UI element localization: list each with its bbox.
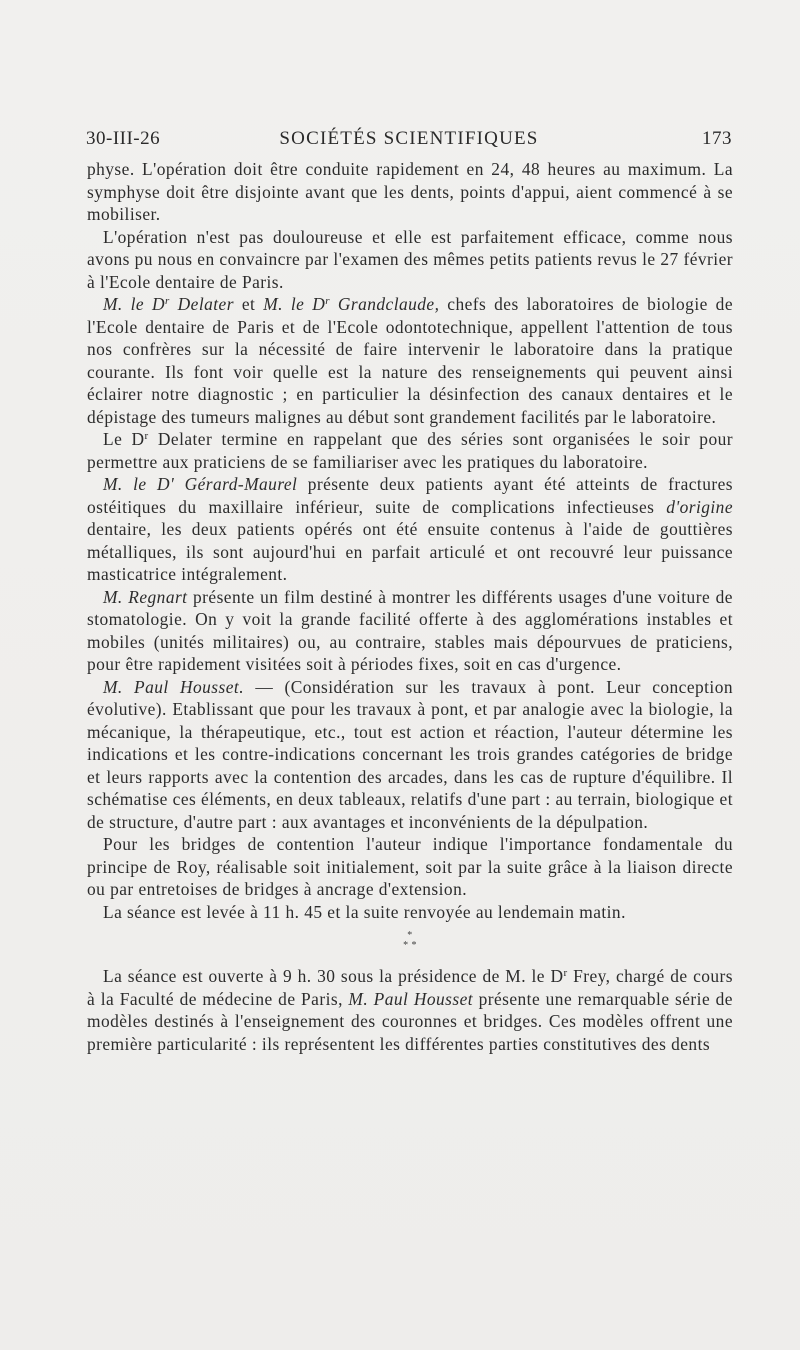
paragraph-text: présente une remarquable série de modèles destinés à l'enseignement des couronnes et bridges. Ces modèles offrent une première particularité : ils représentent les différentes parties constitutives des dents [87,988,733,1054]
italic-text: d'origine [666,496,733,517]
paragraph-text: et [233,294,264,314]
paragraph [87,473,733,586]
page-number: 173 [702,128,732,149]
paragraph [87,833,733,901]
paragraph-text: Delater termine en rappelant que des séries sont organisées le soir pour permettre aux praticiens de se familiariser avec les pratiques du laboratoire. [87,429,733,472]
italic-text: Delater [169,294,234,314]
paragraph-text: — (Considération sur les travaux à pont. Leur conception évolutive). Etablissant que pour les travaux à pont, et par analogie avec la biologie, la mécanique, la thérapeutique, etc., tout est action et réaction, l'auteur détermine les indications et les contre-indications concernant les trois grandes catégories de bridge et leurs rapports avec la contention des arcades, dans les cas de rupture d'équilibre. Il schématise ces éléments, en deux tableaux, relatifs d'une part : au terrain, biologique et de structure, d'autre part : aux avantages et inconvénients de la dépulpation. [87,676,733,832]
header-section-title: SOCIÉTÉS SCIENTIFIQUES [279,128,539,149]
paragraph-text: dentaire, les deux patients opérés ont été ensuite contenus à l'aide de gouttières métalliques, ils sont aujourd'hui en parfait articulé et ont recouvré leur puissance masticatrice intégralement. [87,519,733,584]
asterism-bottom: * * [403,940,417,951]
italic-text: M. le D [103,294,166,314]
paragraph-text: présente deux patients ayant été atteints de fractures ostéitiques du maxillaire inférieur, suite de complications infectieuses [87,474,733,517]
paragraph-text: présente un film destiné à montrer les différents usages d'une voiture de stomatologie. On y voit la grande facilité offerte à des agglomérations instables et mobiles (unités militaires) ou, au contraire, stables mais dépourvues de praticiens, pour être rapidement visitées soit à périodes fixes, soit en cas d'urgence. [87,586,733,674]
paragraphs-before-break [87,158,733,923]
italic-text: M. Paul Housset. [103,676,244,697]
header-date: 30-III-26 [86,128,161,149]
paragraphs-after-break [87,965,733,1055]
asterism-separator [87,931,733,951]
running-head [86,128,732,154]
paragraph-text: chefs des laboratoires de biologie de l'Ecole dentaire de Paris et de l'Ecole odontotechnique, appellent l'attention de tous nos confrères sur la nécessité de faire intervenir le laboratoire dans la pratique courante. Ils font voir quelle est la nature des renseignements qui peuvent ainsi éclairer notre diagnostic ; en particulier la désinfection des canaux dentaires et le dépistage des tumeurs malignes au début sont grandement facilités par le laboratoire. [87,294,733,427]
paragraph [87,158,733,226]
italic-text: M. le D' Gérard-Maurel [103,474,298,494]
superscript-text: r [563,967,568,979]
italic-text: Grandclaude, [329,294,440,314]
paragraph-text: La séance est ouverte à 9 h. 30 sous la présidence de M. le D [103,966,564,986]
paragraph-text: L'opération n'est pas douloureuse et elle est parfaitement efficace, comme nous avons pu nous en convaincre par l'examen des mêmes petits patients revus le 27 février à l'Ecole dentaire de Paris. [87,226,733,292]
italic-text: M. Regnart [103,586,188,607]
paragraph-text: Pour les bridges de contention l'auteur indique l'importance fondamentale du principe de Roy, réalisable soit initialement, soit par la suite grâce à la liaison directe ou par entretoises de bridges à ancrage d'extension. [87,834,733,899]
paragraph [87,226,733,294]
paragraph [87,586,733,676]
italic-text: M. Paul Housset [348,988,474,1009]
paragraph [87,428,733,473]
superscript-text: r [144,430,149,442]
italic-text: M. le D [263,294,326,314]
superscript-text: r [165,295,170,307]
paragraph [87,965,733,1055]
paragraph-text: Frey, chargé de cours à la Faculté de médecine de Paris, [87,966,733,1009]
superscript-text: r [325,295,330,307]
paragraph-text: Le D [103,429,145,449]
paragraph [87,676,733,834]
paragraph [87,901,733,924]
body-text [87,158,733,1055]
paragraph-text: La séance est levée à 11 h. 45 et la suite renvoyée au lendemain matin. [103,901,626,922]
paragraph [87,293,733,428]
asterism-top: * [407,930,413,941]
paragraph-text: physe. L'opération doit être conduite rapidement en 24, 48 heures au maximum. La symphyse doit être disjointe avant que les dents, points d'appui, aient commencé à se mobiliser. [87,159,733,224]
